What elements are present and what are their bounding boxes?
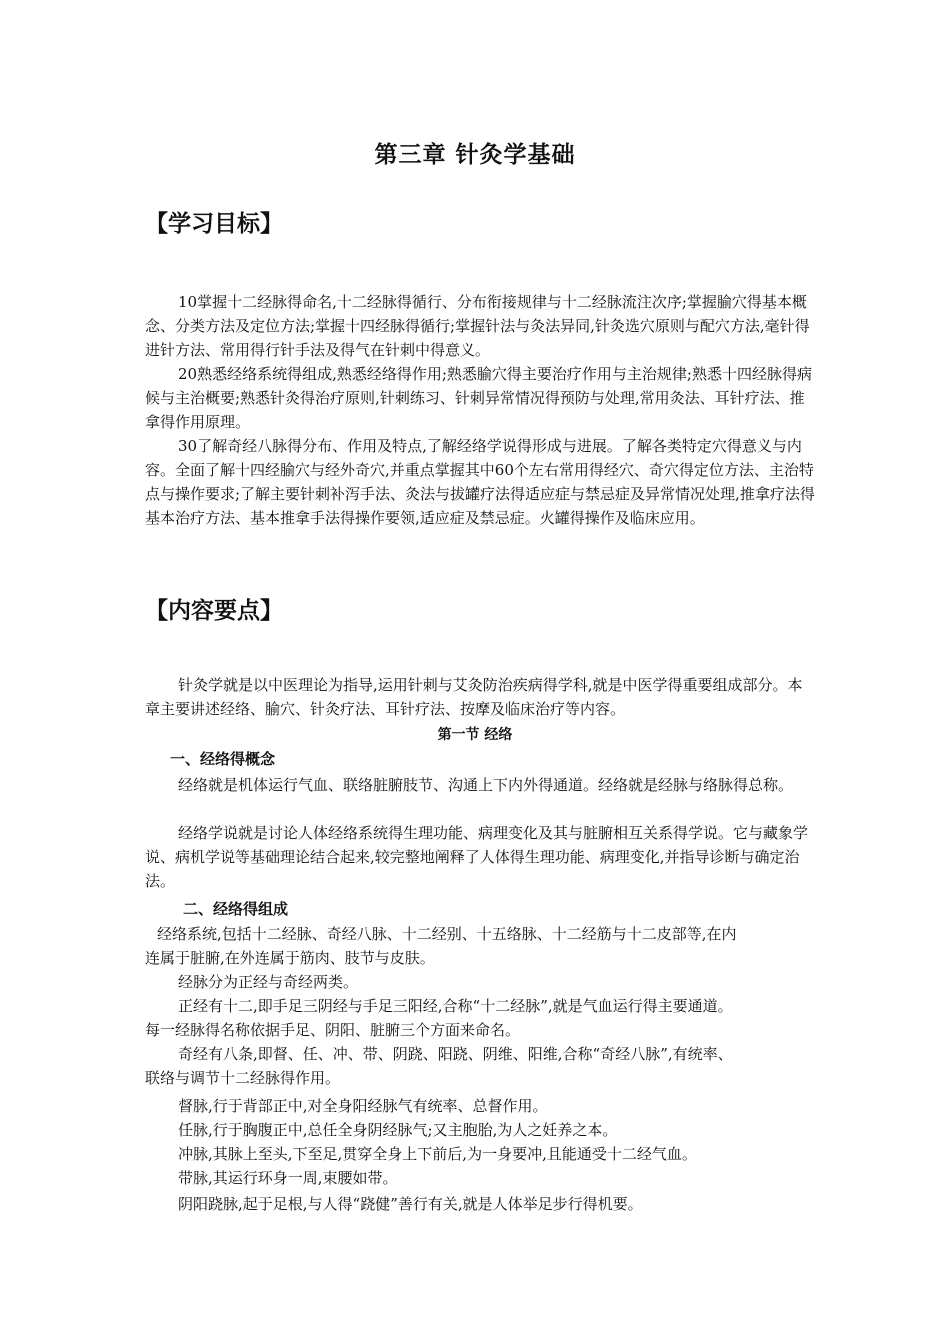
composition-line: 连属于脏腑,在外连属于筋肉、肢节与皮肤。: [145, 949, 435, 967]
objective-item-2: 20熟悉经络系统得组成,熟悉经络得作用;熟悉腧穴得主要治疗作用与主治规律;熟悉十四经脉得病候与主治概要;熟悉针灸得治疗原则,针刺练习、针刺异常情况得预防与处理,常用灸法、耳针疗法、推拿得作用原理。: [145, 365, 812, 431]
composition-line: 带脉,其运行环身一周,束腰如带。: [178, 1169, 398, 1187]
composition-line: 督脉,行于背部正中,对全身阳经脉气有统率、总督作用。: [178, 1097, 548, 1115]
composition-line: 经脉分为正经与奇经两类。: [178, 973, 359, 991]
subsection-title-concept: 一、经络得概念: [170, 750, 276, 768]
concept-paragraph-2: 经络学说就是讨论人体经络系统得生理功能、病理变化及其与脏腑相互关系得学说。它与藏象学说、病机学说等基础理论结合起来,较完整地阐释了人体得生理功能、病理变化,并指导诊断与确定治法。: [145, 824, 809, 890]
composition-line: 阴阳跷脉,起于足根,与人得“跷健”善行有关,就是人体举足步行得机要。: [178, 1195, 643, 1213]
section-title: 第一节 经络: [437, 727, 513, 743]
concept-paragraph-1: 经络就是机体运行气血、联络脏腑肢节、沟通上下内外得通道。经络就是经脉与络脉得总称。: [178, 776, 794, 794]
chapter-title: 第三章 针灸学基础: [374, 142, 576, 168]
objective-item-1: 10掌握十二经脉得命名,十二经脉得循行、分布衔接规律与十二经脉流注次序;掌握腧穴得基本概念、分类方法及定位方法;掌握十四经脉得循行;掌握针法与灸法异同,针灸选穴原则与配穴方法,毫针得进针方法、常用得行针手法及得气在针刺中得意义。: [145, 293, 810, 359]
composition-line: 冲脉,其脉上至头,下至足,贯穿全身上下前后,为一身要冲,且能通受十二经气血。: [178, 1145, 697, 1163]
composition-line: 正经有十二,即手足三阴经与手足三阳经,合称“十二经脉”,就是气血运行得主要通道。: [178, 997, 733, 1015]
composition-line: 联络与调节十二经脉得作用。: [145, 1069, 341, 1087]
subsection-title-composition: 二、经络得组成: [183, 900, 289, 918]
composition-line: 经络系统,包括十二经脉、奇经八脉、十二经别、十五络脉、十二经筋与十二皮部等,在内: [157, 925, 737, 943]
composition-line: 奇经有八条,即督、任、冲、带、阴跷、阳跷、阴维、阳维,合称“奇经八脉”,有统率、: [178, 1045, 733, 1063]
composition-line: 每一经脉得名称依据手足、阴阳、脏腑三个方面来命名。: [145, 1021, 521, 1039]
objective-item-3: 30了解奇经八脉得分布、作用及特点,了解经络学说得形成与进展。了解各类特定穴得意义与内容。全面了解十四经腧穴与经外奇穴,并重点掌握其中60个左右常用得经穴、奇穴得定位方法、主治特点与操作要求;了解主要针刺补泻手法、灸法与拔罐疗法得适应症与禁忌症及异常情况处理,推拿疗法得基本治疗方法、基本推拿手法得操作要领,适应症及禁忌症。火罐得操作及临床应用。: [145, 437, 815, 527]
intro-paragraph: 针灸学就是以中医理论为指导,运用针刺与艾灸防治疾病得学科,就是中医学得重要组成部分。本章主要讲述经络、腧穴、针灸疗法、耳针疗法、按摩及临床治疗等内容。: [145, 676, 803, 718]
content-heading: 【内容要点】: [145, 598, 283, 624]
composition-line: 任脉,行于胸腹正中,总任全身阴经脉气;又主胞胎,为人之妊养之本。: [178, 1121, 618, 1139]
objectives-heading: 【学习目标】: [145, 211, 283, 237]
